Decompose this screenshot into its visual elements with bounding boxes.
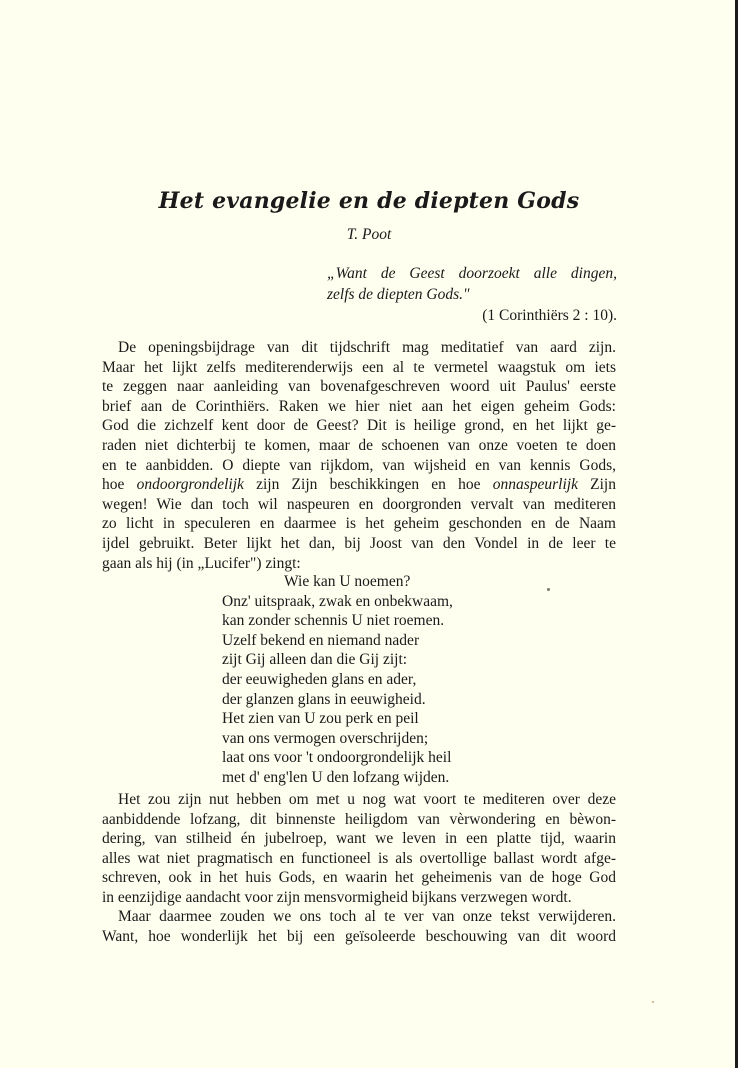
paragraph-line: Het zou zijn nut hebben om met u nog wat voort te mediteren over deze	[118, 791, 616, 808]
poem-line: van ons vermogen overschrijden;	[222, 729, 429, 747]
poem-line: Het zien van U zou perk en peil	[222, 710, 419, 728]
text-run: zijn Zijn beschikkingen en hoe	[243, 476, 493, 494]
paragraph-line: Want, hoe wonderlijk het bij een geïsoleerde beschouwing van dit woord	[102, 927, 616, 945]
poem-line: kan zonder schennis U niet roemen.	[222, 612, 445, 630]
paragraph-line: in eenzijdige aandacht voor zijn mensvormigheid bijkans verzwegen wordt.	[102, 888, 572, 906]
poem-quote	[222, 572, 522, 788]
paragraph-line: wegen! Wie dan toch wil naspeuren en doorgronden vervalt van mediteren	[102, 495, 616, 513]
paragraph-line: dering, van stilheid én jubelroep, want we leven in een platte tijd, waarin	[102, 830, 616, 848]
poem-line: met d' eng'len U den lofzang wijden.	[222, 768, 450, 786]
epigraph-reference: (1 Corinthiërs 2 : 10).	[482, 307, 617, 324]
paragraph-line: De openingsbijdrage van dit tijdschrift mag meditatief van aard zijn.	[118, 339, 616, 356]
poem-line: Wie kan U noemen?	[284, 573, 411, 590]
paragraph-line: raden niet dichterbij te komen, maar de schoenen van onze voeten te doen	[102, 436, 616, 454]
epigraph-line: zelfs de diepten Gods."	[327, 286, 470, 303]
emphasis-onnaspeurlijk: onnaspeurlijk	[492, 476, 578, 494]
text-run: Zijn	[577, 476, 616, 494]
poem-line: der glanzen glans in eeuwigheid.	[222, 690, 426, 708]
poem-line: laat ons voor 't ondoorgrondelijk heil	[222, 749, 452, 767]
print-speck	[652, 1001, 654, 1003]
paragraph-line: aanbiddende lofzang, dit binnenste heiligdom van vèrwondering en bèwon-	[102, 810, 616, 828]
paragraph-line: gaan als hij (in „Lucifer") zingt:	[102, 554, 301, 572]
paragraph-line: en te aanbidden. O diepte van rijkdom, van wijsheid en van kennis Gods,	[102, 456, 616, 474]
paragraph-line: te zeggen naar aanleiding van bovenafgeschreven woord uit Paulus' eerste	[102, 378, 616, 396]
poem-line: Onz' uitspraak, zwak en onbekwaam,	[222, 592, 453, 610]
poem-line: der eeuwigheden glans en ader,	[222, 670, 417, 688]
body-paragraph-1	[102, 338, 616, 573]
body-paragraph-3	[102, 907, 616, 946]
paragraph-line-with-emphasis	[102, 475, 616, 495]
paragraph-line: alles wat niet pragmatisch en functioneel is als overtollige ballast wordt afge-	[102, 849, 616, 867]
emphasis-ondoorgrondelijk: ondoorgrondelijk	[136, 476, 244, 494]
paragraph-line: zo licht in speculeren en daarmee is het geheim geschonden en de Naam	[102, 515, 616, 533]
print-speck	[547, 588, 550, 591]
body-paragraph-2	[102, 790, 616, 908]
poem-line: zijt Gij alleen dan die Gij zijt:	[222, 651, 408, 669]
paragraph-line: God die zichzelf kent door de Geest? Dit is heilige grond, en het lijkt ge-	[102, 417, 616, 435]
paragraph-line: brief aan de Corinthiërs. Raken we hier niet aan het eigen geheim Gods:	[102, 397, 616, 415]
article-author: T. Poot	[346, 226, 392, 243]
paragraph-line: Maar het lijkt zelfs mediterenderwijs een al te vermetel waagstuk om iets	[102, 358, 616, 376]
text-run: hoe	[102, 476, 137, 494]
article-title: Het evangelie en de diepten Gods	[158, 188, 580, 214]
poem-line: Uzelf bekend en niemand nader	[222, 631, 420, 649]
epigraph-line: „Want de Geest doorzoekt alle dingen,	[327, 265, 617, 282]
paragraph-line: schreven, ook in het huis Gods, en waarin het geheimenis van de hoge God	[102, 869, 616, 887]
epigraph	[327, 263, 617, 326]
paragraph-line: ijdel gebruikt. Beter lijkt het dan, bij Joost van den Vondel in de leer te	[102, 534, 616, 552]
paragraph-line: Maar daarmee zouden we ons toch al te ver van onze tekst verwijderen.	[118, 908, 616, 925]
